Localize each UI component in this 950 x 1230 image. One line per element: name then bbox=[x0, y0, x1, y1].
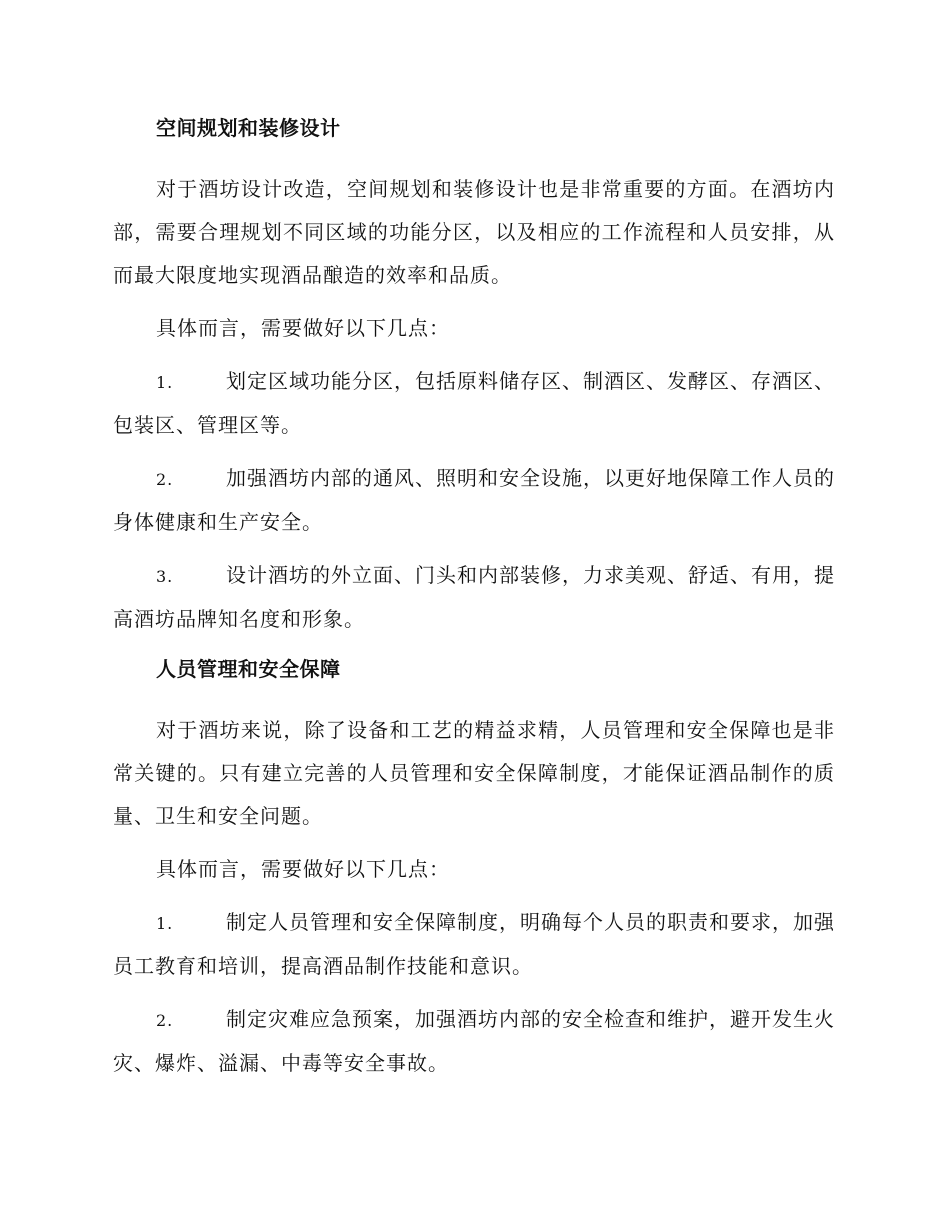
list-item-number: 1. bbox=[156, 914, 174, 933]
list-item bbox=[113, 360, 835, 447]
list-item-number: 3. bbox=[156, 567, 174, 586]
list-item bbox=[113, 901, 835, 988]
section-heading-space-planning: 空间规划和装修设计 bbox=[156, 116, 341, 140]
list-item-text: 制定人员管理和安全保障制度，明确每个人员的职责和要求，加强员工教育和培训，提高酒品制作技能和意识。 bbox=[113, 910, 835, 978]
document-body bbox=[113, 114, 835, 1095]
list-item-number: 2. bbox=[156, 1011, 174, 1030]
list-item-text: 划定区域功能分区，包括原料储存区、制酒区、发酵区、存酒区、包装区、管理区等。 bbox=[113, 369, 835, 437]
section-intro-paragraph: 对于酒坊设计改造，空间规划和装修设计也是非常重要的方面。在酒坊内部，需要合理规划不同区域的功能分区，以及相应的工作流程和人员安排，从而最大限度地实现酒品酿造的效率和品质。 bbox=[113, 177, 835, 287]
section-lead-paragraph: 具体而言，需要做好以下几点： bbox=[156, 857, 450, 881]
section-heading-personnel-safety: 人员管理和安全保障 bbox=[156, 657, 341, 681]
list-item-text: 加强酒坊内部的通风、照明和安全设施，以更好地保障工作人员的身体健康和生产安全。 bbox=[113, 466, 835, 534]
list-item bbox=[113, 457, 835, 544]
section-intro-paragraph: 对于酒坊来说，除了设备和工艺的精益求精，人员管理和安全保障也是非常关键的。只有建立完善的人员管理和安全保障制度，才能保证酒品制作的质量、卫生和安全问题。 bbox=[113, 718, 835, 828]
list-item-text: 设计酒坊的外立面、门头和内部装修，力求美观、舒适、有用，提高酒坊品牌知名度和形象。 bbox=[113, 563, 835, 631]
list-item bbox=[113, 998, 835, 1085]
list-item-number: 2. bbox=[156, 470, 174, 489]
list-item-number: 1. bbox=[156, 373, 174, 392]
section-lead-paragraph: 具体而言，需要做好以下几点： bbox=[156, 316, 450, 340]
list-item bbox=[113, 554, 835, 641]
list-item-text: 制定灾难应急预案，加强酒坊内部的安全检查和维护，避开发生火灾、爆炸、溢漏、中毒等安全事故。 bbox=[113, 1007, 835, 1075]
